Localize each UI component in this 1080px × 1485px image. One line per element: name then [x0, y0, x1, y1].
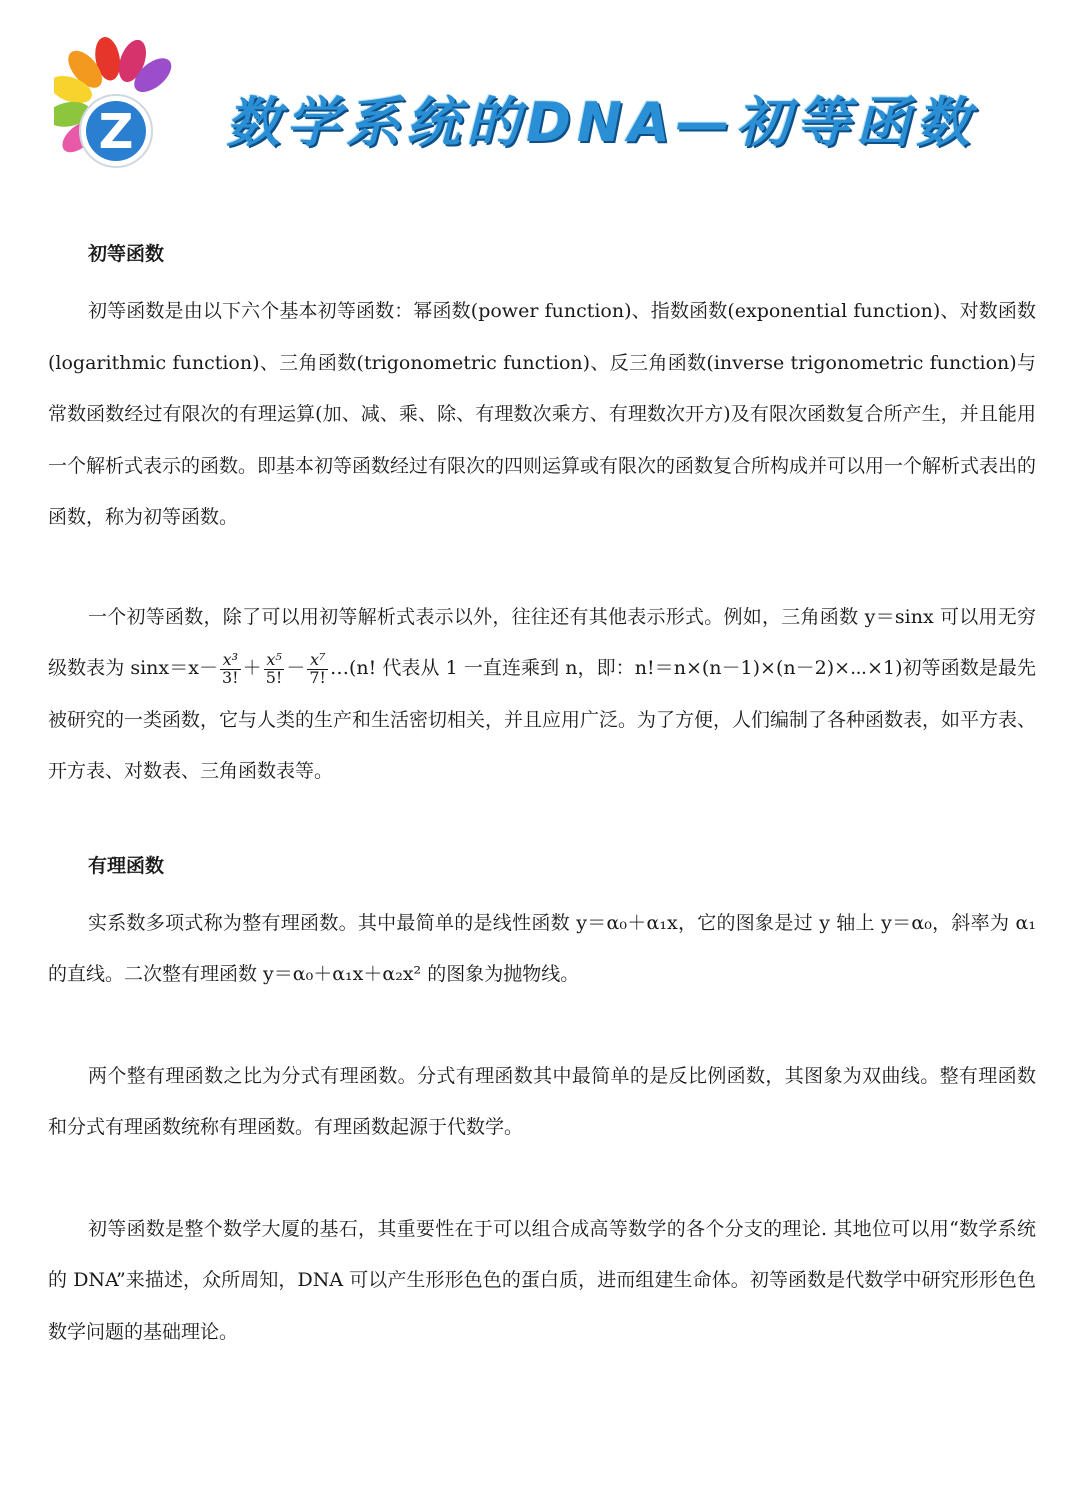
minus-sign: － [286, 657, 306, 679]
article-body [48, 236, 1036, 1358]
section-heading-rational: 有理函数 [88, 854, 165, 877]
logo-letter: Z [98, 104, 134, 160]
plus-sign: ＋ [242, 657, 262, 679]
paragraph-series [48, 592, 1036, 798]
paragraph-fractional: 两个整有理函数之比为分式有理函数。分式有理函数其中最简单的是反比例函数，其图象为双曲线。整有理函数和分式有理函数统称有理函数。有理函数起源于代数学。 [48, 1064, 1036, 1138]
paragraph-dna: 初等函数是整个数学大厦的基石，其重要性在于可以组合成高等数学的各个分支的理论. 其地位可以用“数学系统的 DNA”来描述，众所周知，DNA 可以产生形形色色的蛋白质，进而组建生命体。初等函数是代数学中研究形形色色数学问题的基础理论。 [48, 1217, 1036, 1343]
series-text-b: …(n! 代表从 1 一直连乘到 n，即：n!＝n×(n－1)×(n－2)×⋯×1)初等函数是最先被研究的一类函数，它与人类的生产和生活密切相关，并且应用广泛。为了方便，人们编制了各种函数表，如平方表、开方表、对数表、三角函数表等。 [48, 657, 1037, 782]
page-header [48, 36, 1008, 176]
paragraph-polynomial: 实系数多项式称为整有理函数。其中最简单的是线性函数 y＝α₀＋α₁x，它的图象是过 y 轴上 y＝α₀，斜率为 α₁ 的直线。二次整有理函数 y＝α₀＋α₁x＋α₂x² 的图象为抛物线。 [48, 911, 1036, 985]
fraction-x7: $\frac{\text{x⁷}}{7!}$ [309, 649, 326, 687]
paragraph-definition: 初等函数是由以下六个基本初等函数：幂函数(power function)、指数函数(exponential function)、对数函数(logarithmic function)、三角函数(trigonometric function)、反三角函数(inverse trigonometric function)与常数函数经过有限次的有理运算(加、减、乘、除、有理数次乘方、有理数次开方)及有限次函数复合所产生，并且能用一个解析式表示的函数。即基本初等函数经过有限次的四则运算或有限次的函数复合所构成并可以用一个解析式表出的函数，称为初等函数。 [48, 300, 1037, 528]
flower-logo-icon [54, 36, 179, 176]
series-text-a: 一个初等函数，除了可以用初等解析式表示以外，往往还有其他表示形式。例如，三角函数 y＝sinx 可以用无穷级数表为 sinx＝x－ [48, 605, 1036, 679]
section-heading-elementary: 初等函数 [88, 243, 165, 265]
fraction-x5: $\frac{\text{x⁵}}{5!}$ [265, 649, 283, 687]
page-title: 数学系统的DNA—初等函数 [226, 91, 976, 154]
fraction-x3: $\frac{\text{x³}}{3!}$ [221, 649, 239, 687]
